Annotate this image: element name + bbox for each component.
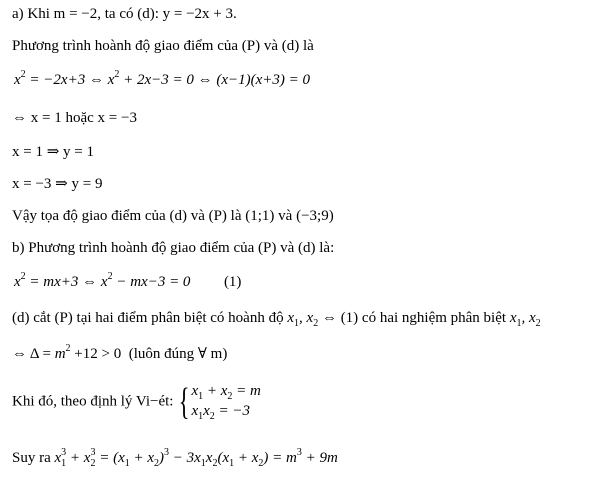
suy-ra-line: Suy ra $x_1^3 + x_2^3 = (x_1 + x_2)^3 - 3x_1x_2(x_1 + x_2) = m^3 + 9m$ [12, 447, 338, 469]
equation-b: $x^2 = mx+3$ ⇔ $x^2 - mx-3 = 0$ (1) [14, 271, 242, 290]
vieta-line: Khi đó, theo định lý Vi−ét: { $x_1 + x_2 = m$ $x_1x_2 = -3$ [12, 381, 261, 423]
vieta-text: Khi đó, theo định lý Vi−ét: [12, 393, 178, 410]
equation-label: (1) [223, 274, 242, 290]
vieta-system: $x_1 + x_2 = m$ $x_1x_2 = -3$ [191, 383, 261, 422]
suy-ra-text: Suy ra [12, 450, 55, 466]
discriminant-line: ⇔ $\Delta = m^2 +12 > 0$ (luôn đúng ∀ m) [12, 343, 228, 362]
condition-text-b: ⇔ (1) có hai nghiệm phân biệt [318, 310, 510, 326]
part-b-intro: b) Phương trình hoành độ giao điểm của (P) và (d) là: [12, 240, 335, 256]
solution-1: x = 1 ⇒ y = 1 [12, 144, 94, 160]
condition-line: (d) cắt (P) tại hai điểm phân biệt có hoành độ $x_1$, $x_2$ ⇔ (1) có hai nghiệm phân biệt $x_1$, $x_2$ [12, 310, 541, 329]
roots-line: ⇔ x = 1 hoặc x = −3 [12, 110, 137, 126]
part-a-statement: Phương trình hoành độ giao điểm của (P) và (d) là [12, 38, 314, 54]
solution-2: x = −3 ⇒ y = 9 [12, 176, 103, 192]
conclusion-a: Vậy tọa độ giao điểm của (d) và (P) là (1;1) và (−3;9) [12, 208, 334, 224]
condition-text-a: (d) cắt (P) tại hai điểm phân biệt có hoành độ [12, 310, 288, 326]
always-true-note: (luôn đúng ∀ m) [128, 346, 228, 362]
equation-a: $x^2 = -2x+3$ ⇔ $x^2 + 2x-3 = 0$ ⇔ (x−1)(x+3) = 0 [14, 69, 311, 88]
part-a-intro: a) Khi m = −2, ta có (d): y = −2x + 3. [12, 6, 237, 22]
